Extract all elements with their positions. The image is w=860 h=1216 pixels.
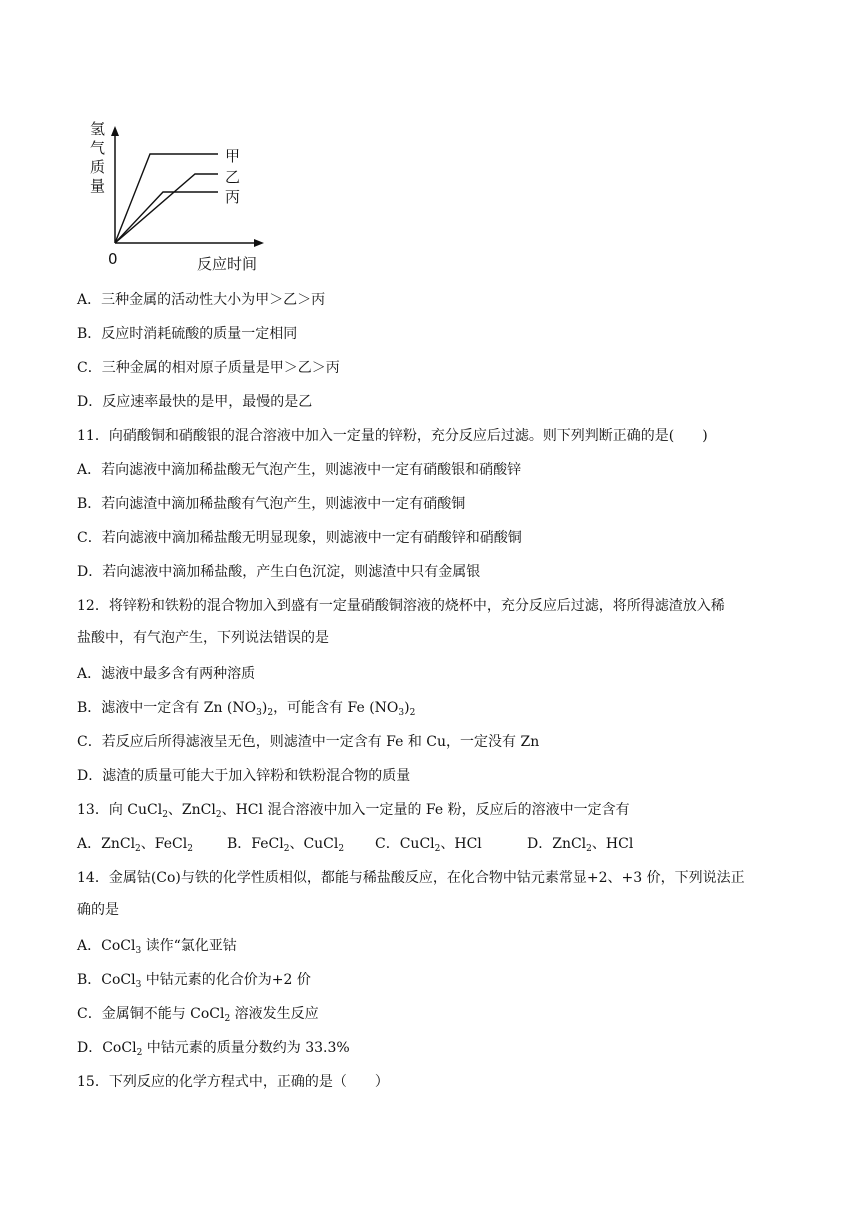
- q10-option-d: D．反应速率最快的是甲，最慢的是乙: [77, 394, 313, 410]
- q10-option-c: C．三种金属的相对原子质量是甲＞乙＞丙: [77, 360, 340, 376]
- q14-stem-line2: 确的是: [77, 902, 119, 918]
- graph-origin-label: 0: [108, 250, 118, 268]
- q14-option-b: B．CoCl$_3$ 中钴元素的化合价为+2 价: [77, 972, 311, 990]
- graph-x-label: 反应时间: [197, 255, 258, 273]
- q15-stem: 15．下列反应的化学方程式中，正确的是（ ）: [77, 1074, 389, 1090]
- graph-curve-label-bing: 丙: [225, 188, 241, 206]
- q12-option-c: C．若反应后所得滤液呈无色，则滤渣中一定含有 Fe 和 Cu，一定没有 Zn: [77, 734, 540, 750]
- q13-option-a: A．ZnCl$_2$、FeCl$_2$: [77, 836, 193, 854]
- graph-y-label-char: 氢: [90, 120, 106, 138]
- graph-curve-yi: [115, 174, 218, 243]
- graph-curve-label-yi: 乙: [225, 168, 241, 186]
- graph-x-axis-arrow: [254, 239, 264, 247]
- q11-option-b: B．若向滤渣中滴加稀盐酸有气泡产生，则滤液中一定有硝酸铜: [77, 496, 466, 512]
- q11-option-a: A．若向滤液中滴加稀盐酸无气泡产生，则滤液中一定有硝酸银和硝酸锌: [77, 462, 522, 478]
- q13-option-b: B．FeCl$_2$、CuCl$_2$: [227, 836, 345, 854]
- q12-option-b: B．滤液中一定含有 Zn $(NO_3)_2$，可能含有 Fe $(NO_3)_2$: [77, 700, 416, 718]
- q12-stem-line1: 12．将锌粉和铁粉的混合物加入到盛有一定量硝酸铜溶液的烧杯中，充分反应后过滤，将所得滤渣放入稀: [77, 598, 725, 614]
- graph-curve-bing: [115, 192, 218, 243]
- graph-y-label-char: 气: [90, 139, 106, 157]
- q11-stem: 11．向硝酸铜和硝酸银的混合溶液中加入一定量的锌粉，充分反应后过滤。则下列判断正确的是( ): [77, 428, 708, 444]
- graph-y-label-char: 质: [90, 158, 106, 176]
- q12-stem-line2: 盐酸中，有气泡产生，下列说法错误的是: [77, 630, 329, 646]
- q14-option-d: D．CoCl$_2$ 中钴元素的质量分数约为 33.3%: [77, 1040, 350, 1058]
- graph-curve-label-jia: 甲: [225, 147, 241, 165]
- q11-option-d: D．若向滤液中滴加稀盐酸，产生白色沉淀，则滤渣中只有金属银: [77, 564, 481, 580]
- q14-stem-line1: 14．金属钴(Co)与铁的化学性质相似，都能与稀盐酸反应，在化合物中钴元素常显+2、+3 价，下列说法正: [77, 870, 745, 886]
- graph-y-label-char: 量: [90, 177, 106, 195]
- q10-option-a: A．三种金属的活动性大小为甲＞乙＞丙: [77, 292, 326, 308]
- q14-option-c: C．金属铜不能与 CoCl$_2$ 溶液发生反应: [77, 1006, 319, 1024]
- graph-y-axis-arrow: [111, 126, 119, 136]
- q11-option-c: C．若向滤液中滴加稀盐酸无明显现象，则滤液中一定有硝酸锌和硝酸铜: [77, 530, 522, 546]
- q10-option-b: B．反应时消耗硫酸的质量一定相同: [77, 326, 298, 342]
- q13-option-c: C．CuCl$_2$、HCl: [375, 836, 482, 854]
- q14-option-a: A．CoCl$_3$ 读作“氯化亚钴: [77, 938, 237, 956]
- q12-option-d: D．滤渣的质量可能大于加入锌粉和铁粉混合物的质量: [77, 768, 411, 784]
- q13-stem: 13．向 CuCl$_2$、ZnCl$_2$、HCl 混合溶液中加入一定量的 Fe 粉，反应后的溶液中一定含有: [77, 802, 630, 820]
- q12-option-a: A．滤液中最多含有两种溶质: [77, 666, 256, 682]
- q13-option-d: D．ZnCl$_2$、HCl: [527, 836, 634, 854]
